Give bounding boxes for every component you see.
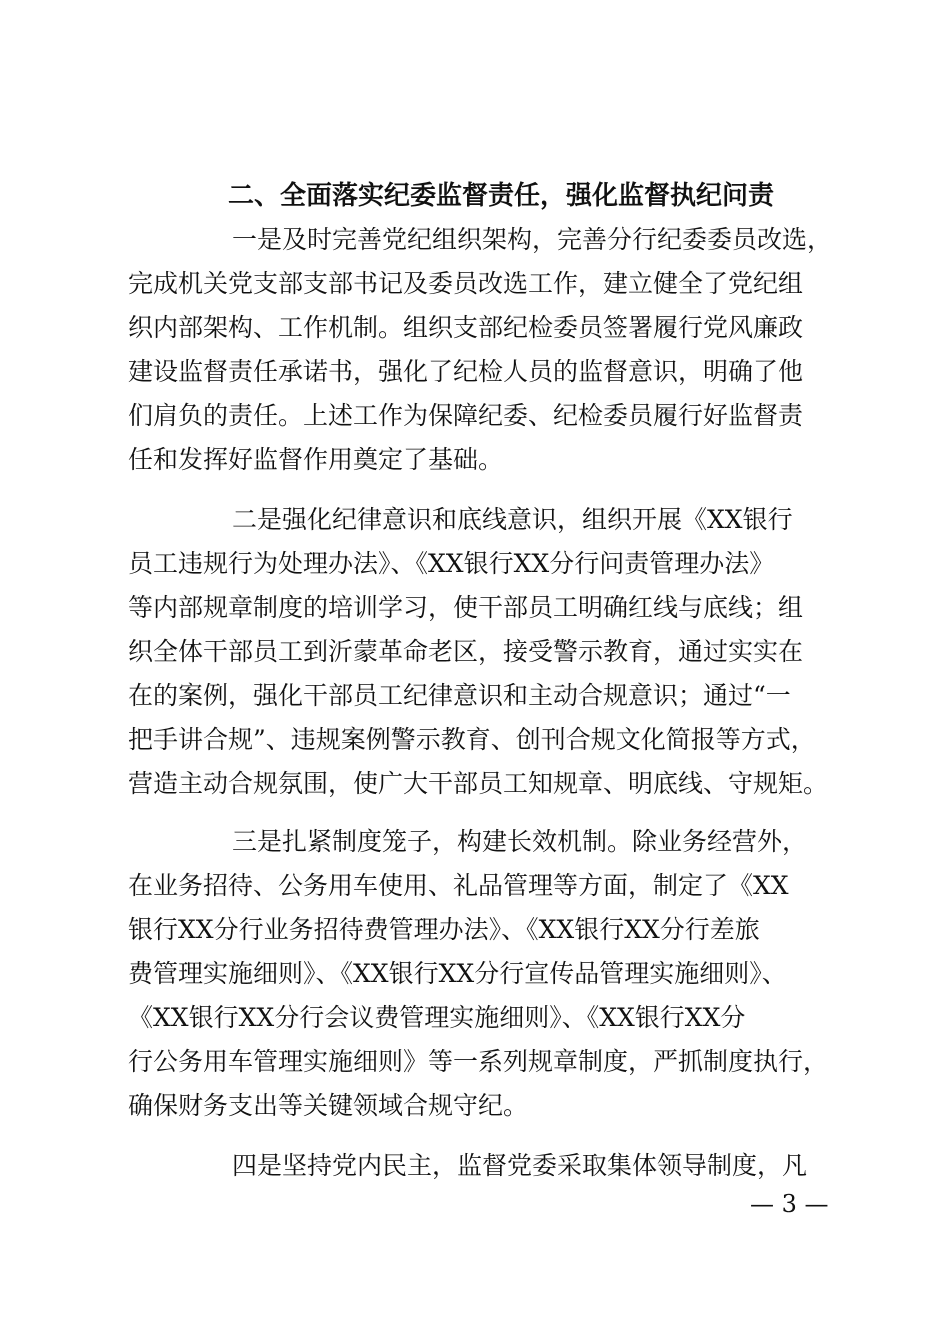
paragraph-line: 员工违规行为处理办法》、《XX银行XX分行问责管理办法》 bbox=[128, 549, 775, 578]
paragraph-line: 任和发挥好监督作用奠定了基础。 bbox=[128, 445, 504, 474]
paragraph-line: 一是及时完善党纪组织架构，完善分行纪委委员改选， bbox=[232, 225, 833, 254]
page-number: — 3 — bbox=[750, 1190, 829, 1218]
paragraph-line: 把手讲合规”、违规案例警示教育、创刊合规文化简报等方式， bbox=[128, 725, 816, 754]
paragraph-line: 四是坚持党内民主，监督党委采取集体领导制度，凡 bbox=[232, 1151, 808, 1180]
paragraph-line: 三是扎紧制度笼子，构建长效机制。除业务经营外， bbox=[232, 827, 808, 856]
section-heading: 二、全面落实纪委监督责任，强化监督执纪问责 bbox=[228, 181, 775, 211]
paragraph-line: 完成机关党支部支部书记及委员改选工作，建立健全了党纪组 bbox=[128, 269, 804, 298]
paragraph-line: 织内部架构、工作机制。组织支部纪检委员签署履行党风廉政 bbox=[128, 313, 804, 342]
paragraph-line: 等内部规章制度的培训学习，使干部员工明确红线与底线；组 bbox=[128, 593, 804, 622]
paragraph-line: 在业务招待、公务用车使用、礼品管理等方面，制定了《XX bbox=[128, 871, 789, 900]
paragraph-line: 《XX银行XX分行会议费管理实施细则》、《XX银行XX分 bbox=[128, 1003, 746, 1032]
paragraph-line: 们肩负的责任。上述工作为保障纪委、纪检委员履行好监督责 bbox=[128, 401, 804, 430]
paragraph-line: 费管理实施细则》、《XX银行XX分行宣传品管理实施细则》、 bbox=[128, 959, 787, 988]
paragraph-line: 确保财务支出等关键领域合规守纪。 bbox=[128, 1091, 529, 1120]
paragraph-line: 营造主动合规氛围，使广大干部员工知规章、明底线、守规矩。 bbox=[128, 769, 829, 798]
paragraph-line: 银行XX分行业务招待费管理办法》、《XX银行XX分行差旅 bbox=[128, 915, 760, 944]
paragraph-line: 行公务用车管理实施细则》等一系列规章制度，严抓制度执行， bbox=[128, 1047, 829, 1076]
paragraph-line: 建设监督责任承诺书，强化了纪检人员的监督意识，明确了他 bbox=[128, 357, 804, 386]
paragraph-line: 在的案例，强化干部员工纪律意识和主动合规意识；通过“一 bbox=[128, 681, 791, 710]
paragraph-line: 二是强化纪律意识和底线意识，组织开展《XX银行 bbox=[232, 505, 793, 534]
paragraph-line: 织全体干部员工到沂蒙革命老区，接受警示教育，通过实实在 bbox=[128, 637, 804, 666]
